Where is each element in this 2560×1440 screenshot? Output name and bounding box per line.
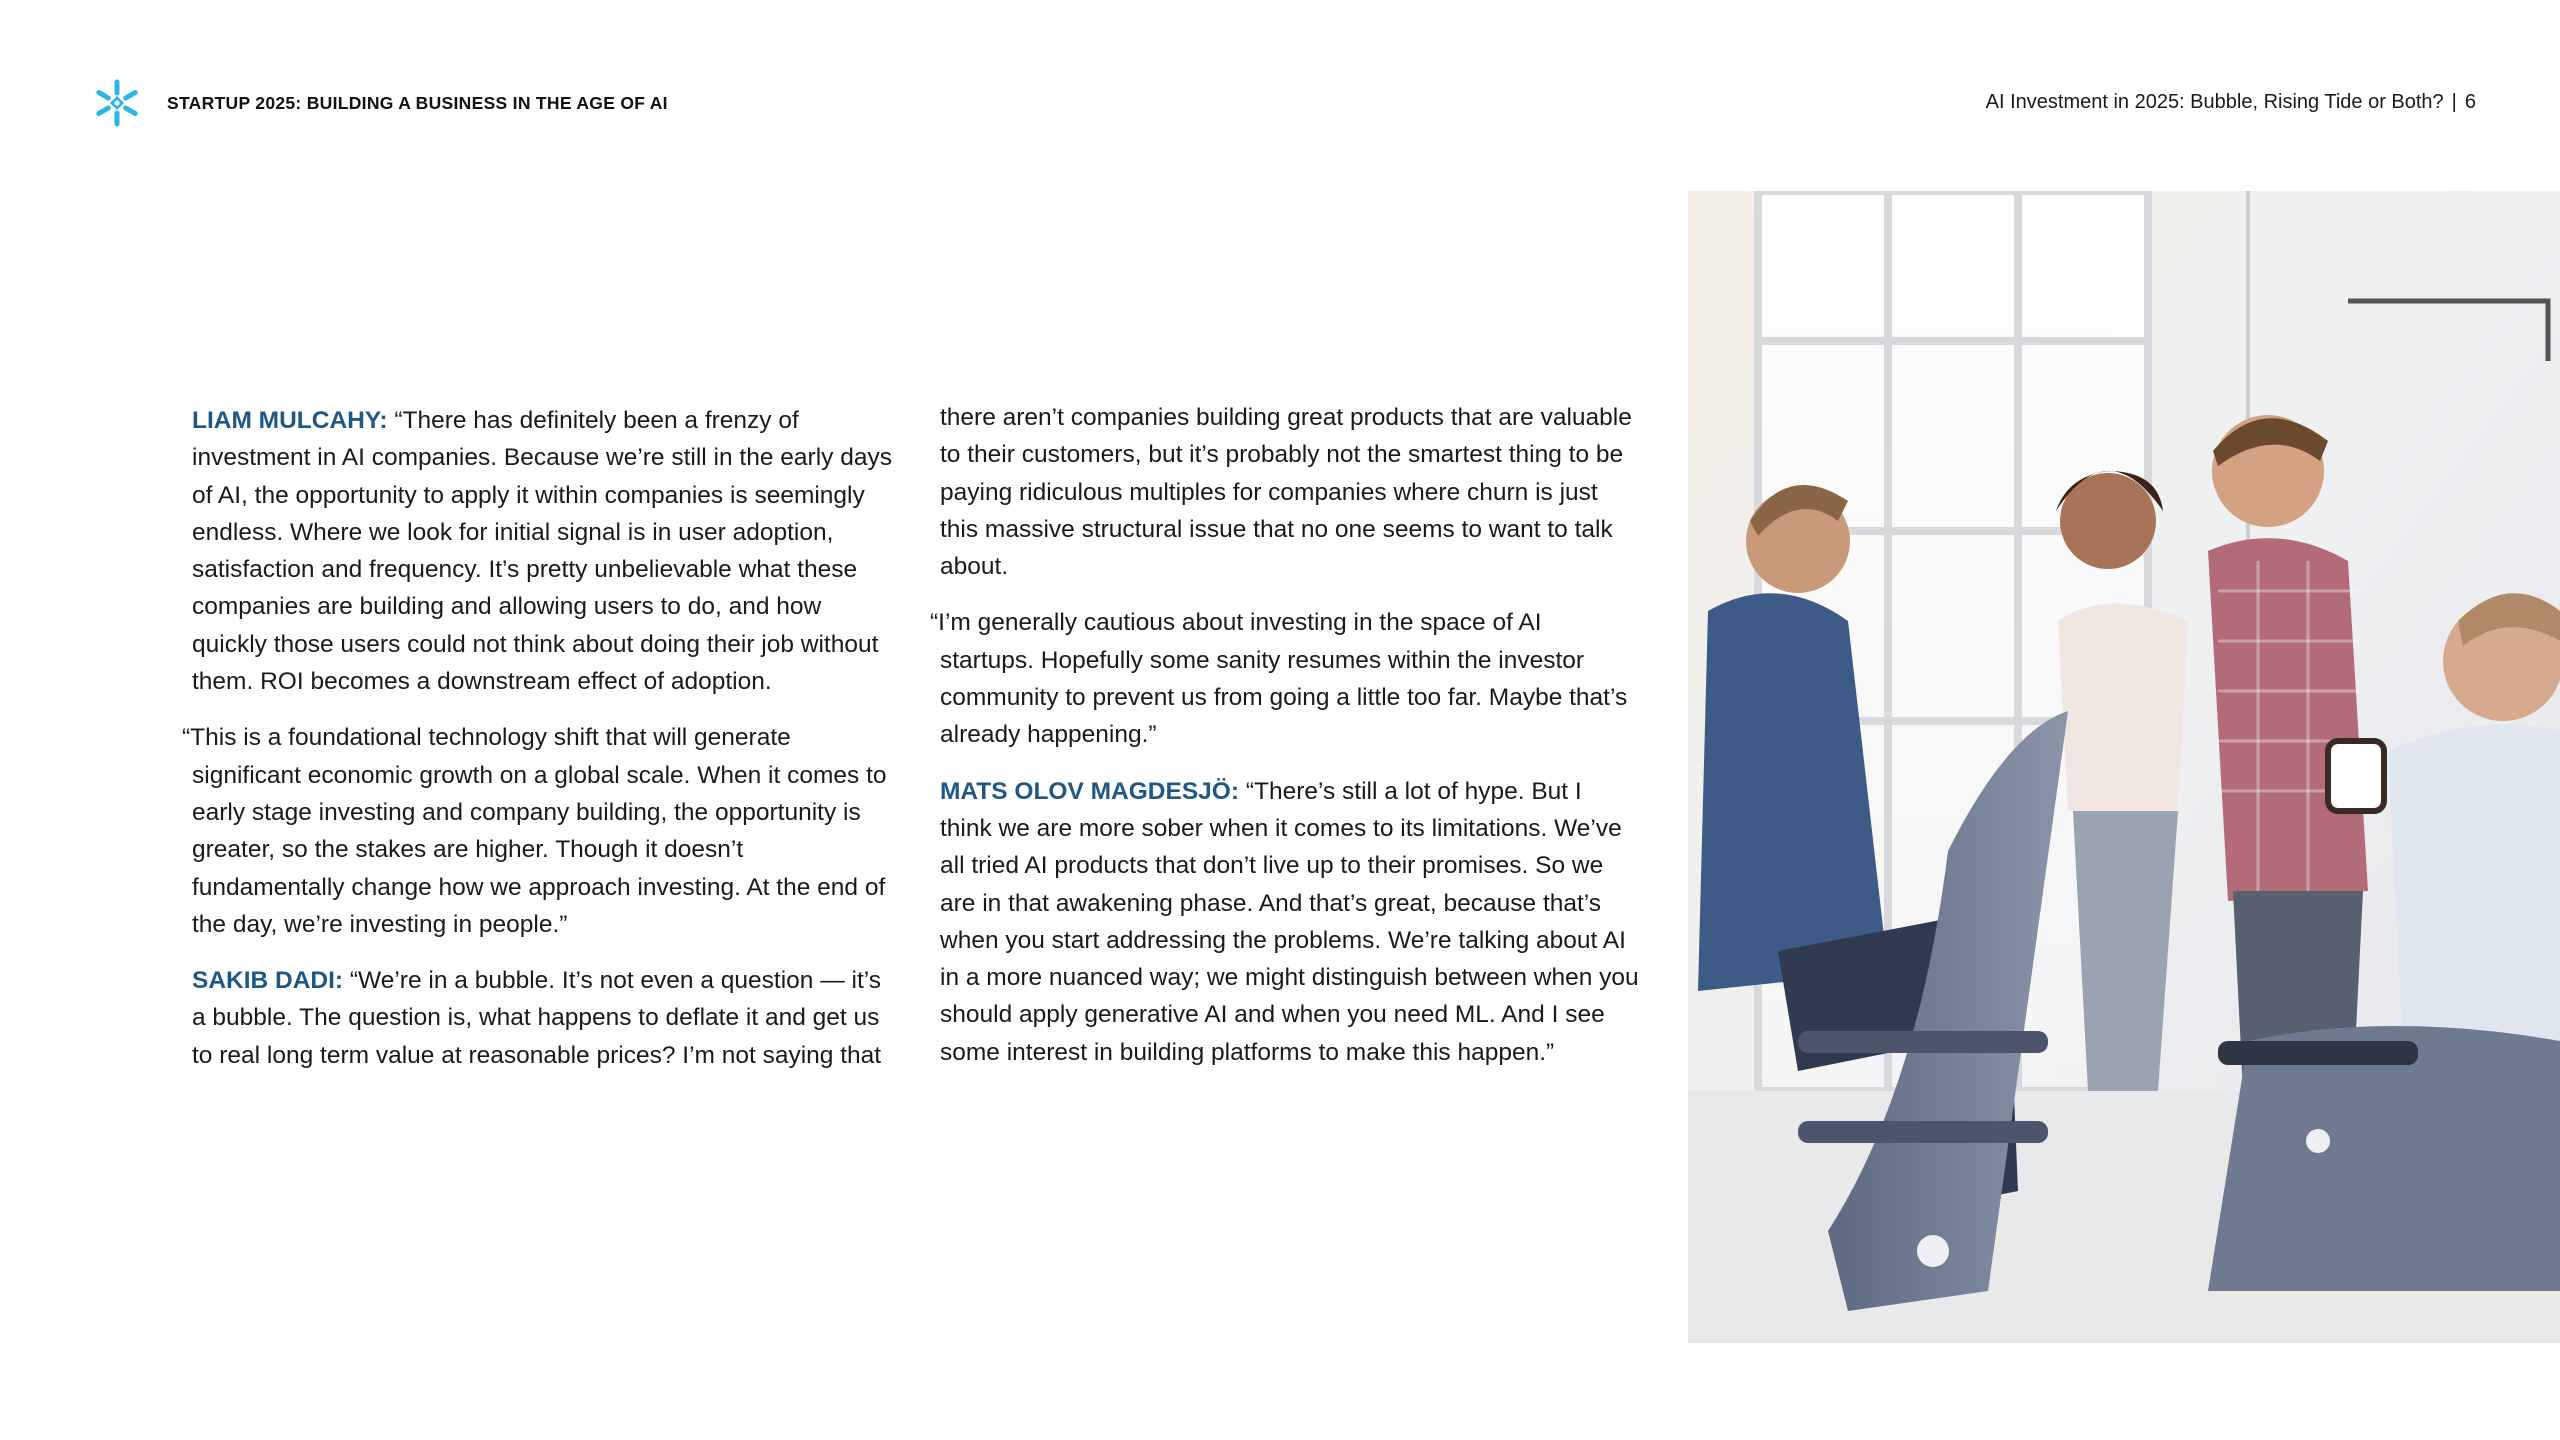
speaker-name: LIAM MULCAHY: xyxy=(192,407,388,434)
section-header xyxy=(1986,91,2476,114)
quote-paragraph xyxy=(192,402,892,700)
office-meeting-photo xyxy=(1688,191,2560,1343)
page-number: 6 xyxy=(2464,91,2476,113)
publication-title: STARTUP 2025: BUILDING A BUSINESS IN THE AGE OF AI xyxy=(167,93,668,113)
snowflake-icon xyxy=(92,78,142,128)
quote-paragraph xyxy=(940,399,1640,585)
right-text-column xyxy=(930,399,1640,1090)
quote-text: “There has definitely been a frenzy of investment in AI companies. Because we’re still in the early days of AI, the opportunity to apply it within companies is seemingly endless. Where we look for initial signal is in user adoption, satisfaction and frequency. It’s pretty unbelievable what these companies are building and allowing users to do, and how quickly those users could not think about doing their job without them. ROI becomes a downstream effect of adoption. xyxy=(192,407,892,696)
quote-paragraph xyxy=(940,773,1640,1071)
quote-text: “I’m generally cautious about investing in the space of AI startups. Hopefully some sanity resumes within the investor community to prevent us from going a little too far. Maybe that’s already happening.” xyxy=(930,609,1628,749)
quote-paragraph xyxy=(930,604,1640,753)
header-separator: | xyxy=(2451,91,2457,113)
quote-text: “There’s still a lot of hype. But I think we are more sober when it comes to its limitations. We’ve all tried AI products that don’t live up to their promises. So we are in that awakening phase. And that’s great, because that’s when you start addressing the problems. We’re talking about AI in a more nuanced way; we might distinguish between when you should apply generative AI and when you need ML. And I see some interest in building platforms to make this happen.” xyxy=(940,777,1639,1066)
quote-paragraph xyxy=(192,962,892,1074)
quote-text: “We’re in a bubble. It’s not even a question — it’s a bubble. The question is, what happens to deflate it and get us to real long term value at reasonable prices? I’m not saying that xyxy=(192,967,882,1069)
quote-text: there aren’t companies building great products that are valuable to their customers, but it’s probably not the smartest thing to be paying ridiculous multiples for companies where churn is just this massive structural issue that no one seems to want to talk about. xyxy=(940,404,1632,581)
section-title: AI Investment in 2025: Bubble, Rising Tide or Both? xyxy=(1985,91,2444,113)
quote-paragraph xyxy=(182,719,892,943)
speaker-name: SAKIB DADI: xyxy=(192,967,344,995)
left-text-column xyxy=(182,402,892,1093)
quote-text: “This is a foundational technology shift that will generate significant economic growth on a global scale. When it comes to early stage investing and company building, the opportunity is greater, so the stakes are higher. Though it doesn’t fundamentally change how we approach investing. At the end of the day, we’re investing in people.” xyxy=(182,724,887,938)
speaker-name: MATS OLOV MAGDESJÖ: xyxy=(940,777,1240,805)
